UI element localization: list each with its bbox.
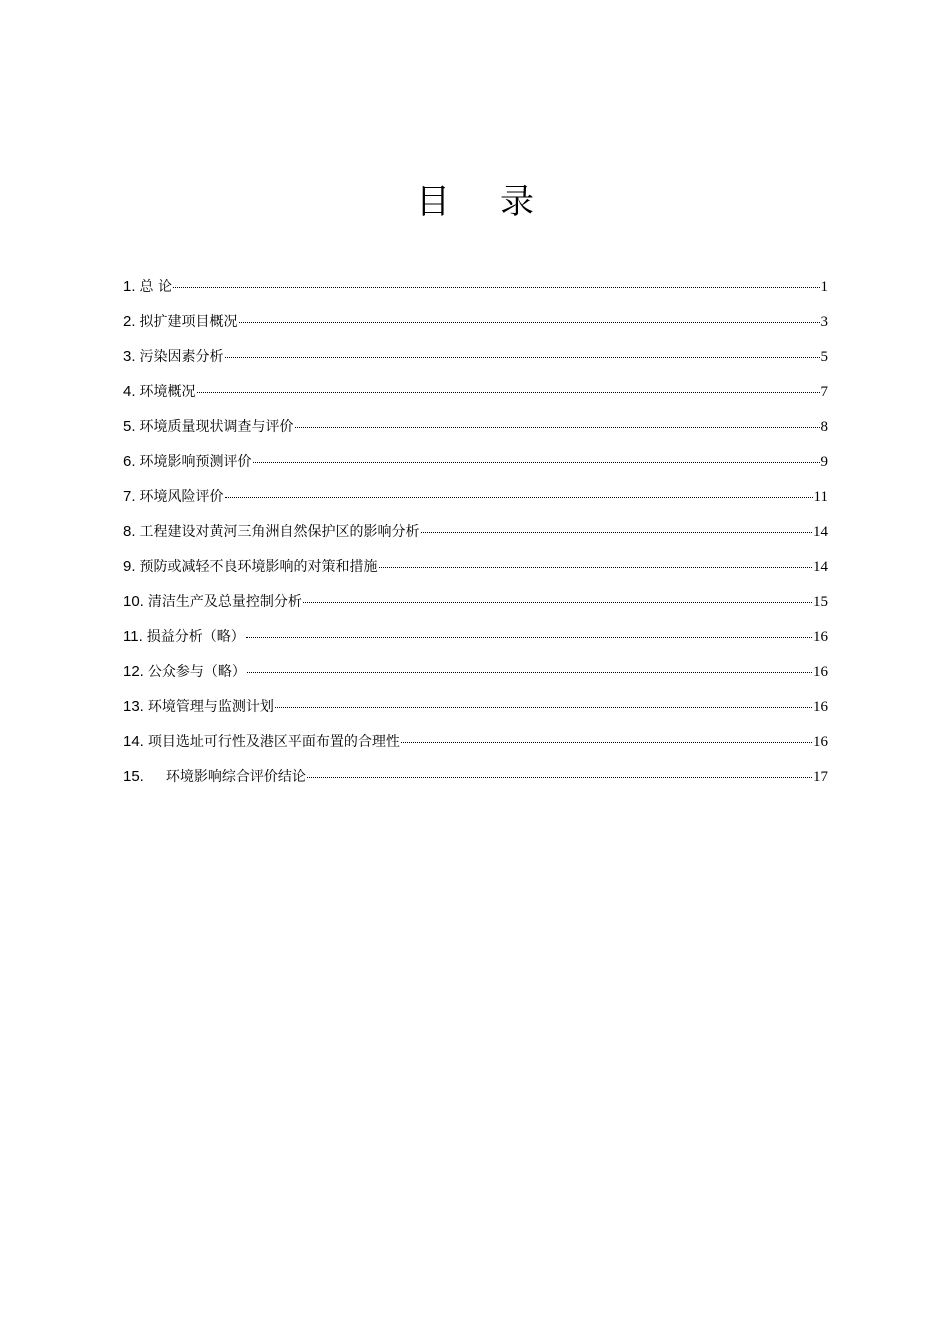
toc-entry-label: 环境影响预测评价 — [139, 454, 252, 470]
toc-entry-label: 拟扩建项目概况 — [139, 314, 238, 330]
toc-entry-number: 14. — [123, 733, 144, 750]
toc-entry-number: 6. — [123, 453, 136, 470]
toc-entry-number: 13. — [123, 698, 144, 715]
toc-entry-label: 损益分析（略） — [146, 629, 245, 645]
toc-entry-number: 1. — [123, 278, 136, 295]
dot-leader — [275, 707, 812, 708]
toc-entry-label: 总 论 — [139, 279, 172, 295]
toc-entry-page: 7 — [820, 384, 828, 400]
dot-leader — [225, 497, 813, 498]
dot-leader — [197, 392, 820, 393]
toc-entry-label: 项目选址可行性及港区平面布置的合理性 — [147, 734, 400, 750]
toc-entry-page: 16 — [813, 734, 828, 750]
dot-leader — [295, 427, 820, 428]
toc-entry-2[interactable] — [123, 311, 828, 346]
toc-entry-number: 8. — [123, 523, 136, 540]
toc-list — [123, 276, 828, 801]
toc-entry-label: 污染因素分析 — [139, 349, 224, 365]
toc-entry-page: 17 — [813, 769, 828, 785]
toc-entry-page: 9 — [820, 454, 828, 470]
dot-leader — [173, 287, 820, 288]
toc-entry-page: 15 — [813, 594, 828, 610]
toc-entry-4[interactable] — [123, 381, 828, 416]
toc-entry-label: 公众参与（略） — [147, 664, 246, 680]
toc-entry-number: 10. — [123, 593, 144, 610]
toc-entry-label: 环境影响综合评价结论 — [165, 769, 306, 785]
toc-entry-1[interactable] — [123, 276, 828, 311]
toc-entry-page: 14 — [813, 524, 828, 540]
toc-entry-6[interactable] — [123, 451, 828, 486]
toc-entry-label: 环境风险评价 — [139, 489, 224, 505]
toc-entry-label: 环境质量现状调查与评价 — [139, 419, 294, 435]
toc-entry-label: 工程建设对黄河三角洲自然保护区的影响分析 — [139, 524, 420, 540]
dot-leader — [253, 462, 820, 463]
toc-entry-label: 清洁生产及总量控制分析 — [147, 594, 302, 610]
toc-entry-page: 16 — [813, 699, 828, 715]
toc-entry-page: 5 — [820, 349, 828, 365]
toc-entry-14[interactable] — [123, 731, 828, 766]
toc-entry-number: 15. — [123, 768, 144, 785]
dot-leader — [246, 637, 812, 638]
dot-leader — [307, 777, 812, 778]
dot-leader — [401, 742, 812, 743]
toc-entry-number: 4. — [123, 383, 136, 400]
toc-entry-page: 11 — [813, 489, 828, 505]
toc-entry-number: 2. — [123, 313, 136, 330]
dot-leader — [379, 567, 812, 568]
toc-entry-9[interactable] — [123, 556, 828, 591]
dot-leader — [247, 672, 812, 673]
toc-entry-page: 16 — [813, 664, 828, 680]
toc-entry-7[interactable] — [123, 486, 828, 521]
toc-entry-number: 5. — [123, 418, 136, 435]
toc-entry-number: 12. — [123, 663, 144, 680]
toc-entry-label: 环境概况 — [139, 384, 196, 400]
toc-entry-15[interactable] — [123, 766, 828, 801]
toc-entry-number: 7. — [123, 488, 136, 505]
toc-entry-number: 11. — [123, 628, 143, 645]
toc-entry-number: 9. — [123, 558, 136, 575]
toc-entry-label: 环境管理与监测计划 — [147, 699, 274, 715]
toc-entry-label: 预防或减轻不良环境影响的对策和措施 — [139, 559, 378, 575]
toc-entry-5[interactable] — [123, 416, 828, 451]
toc-entry-page: 1 — [820, 279, 828, 295]
toc-title: 目录 — [416, 182, 584, 222]
dot-leader — [239, 322, 820, 323]
toc-entry-page: 16 — [813, 629, 828, 645]
dot-leader — [421, 532, 812, 533]
toc-entry-page: 8 — [820, 419, 828, 435]
toc-entry-3[interactable] — [123, 346, 828, 381]
toc-entry-page: 3 — [820, 314, 828, 330]
toc-entry-number: 3. — [123, 348, 136, 365]
dot-leader — [303, 602, 812, 603]
toc-entry-10[interactable] — [123, 591, 828, 626]
toc-entry-13[interactable] — [123, 696, 828, 731]
toc-entry-11[interactable] — [123, 626, 828, 661]
toc-entry-page: 14 — [813, 559, 828, 575]
toc-entry-8[interactable] — [123, 521, 828, 556]
dot-leader — [225, 357, 820, 358]
toc-entry-12[interactable] — [123, 661, 828, 696]
